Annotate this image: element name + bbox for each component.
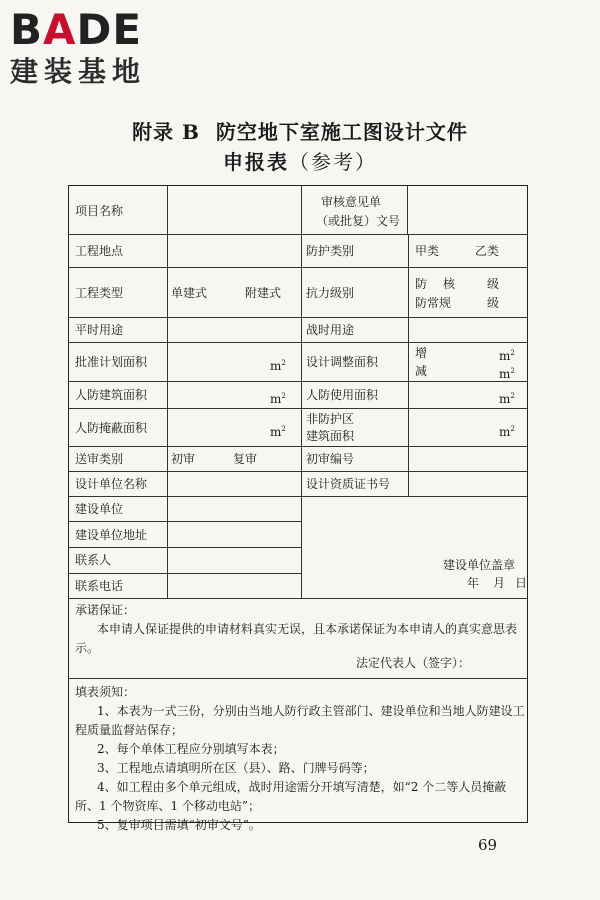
unit-sqm: $m^2$	[499, 425, 515, 439]
option-class-a: 甲类	[415, 244, 440, 258]
row-divider	[69, 317, 527, 318]
label-design-adjust-area: 设计调整面积	[306, 355, 379, 369]
option-first-review: 初审	[171, 452, 196, 466]
label-review-doc-no: （或批复）文号	[316, 214, 401, 228]
nuclear-fang: 防	[415, 277, 428, 291]
label-design-cert: 设计资质证书号	[306, 477, 391, 491]
label-review-opinion: 审核意见单	[321, 195, 382, 209]
pledge-line-2: 示。	[75, 641, 100, 655]
unit-sqm: $m^2$	[270, 425, 286, 439]
label-eng-type: 工程类型	[75, 286, 124, 300]
label-design-unit: 设计单位名称	[75, 477, 148, 491]
nuclear-he: 核	[443, 277, 456, 291]
logo	[10, 6, 180, 88]
unit-sqm: $m^2$	[499, 392, 515, 406]
legal-representative: 法定代表人（签字）：	[356, 656, 471, 670]
label-phone: 联系电话	[75, 579, 124, 593]
page-title	[0, 116, 600, 145]
logo-mark: BADE	[10, 5, 143, 54]
label-build-unit: 建设单位	[75, 502, 124, 516]
label-peace-use: 平时用途	[75, 323, 124, 337]
note-1-line-2: 程质量监督站保存；	[75, 723, 184, 737]
label-war-use: 战时用途	[306, 323, 355, 337]
unit-sqm: $m^2$	[270, 392, 286, 406]
date-year: 年	[467, 576, 480, 590]
unit-sqm: $m^2$	[499, 367, 515, 381]
row-divider	[69, 267, 527, 268]
notes-title: 填表须知：	[75, 685, 136, 699]
date-month: 月	[493, 576, 506, 590]
row-divider	[69, 496, 527, 497]
title-reference: （参考）	[289, 150, 377, 174]
row-divider	[69, 446, 527, 447]
label-cd-build-area: 人防建筑面积	[75, 388, 148, 402]
row-divider	[69, 234, 527, 235]
application-form	[68, 185, 528, 832]
note-3: 3、工程地点请填明所在区（县）、路、门牌号码等；	[97, 761, 375, 775]
row-divider	[69, 678, 527, 679]
label-cd-use-area: 人防使用面积	[306, 388, 379, 402]
label-resistance: 抗力级别	[306, 286, 355, 300]
page-subtitle	[0, 146, 600, 175]
label-approved-area: 批准计划面积	[75, 355, 148, 369]
col-divider	[407, 186, 408, 234]
label-increase: 增	[415, 346, 428, 360]
label-non-protect-area-1: 非防护区	[306, 412, 355, 426]
row-divider	[69, 547, 301, 548]
label-build-address: 建设单位地址	[75, 528, 148, 542]
option-class-b: 乙类	[475, 244, 500, 258]
note-2: 2、每个单体工程应分别填写本表；	[97, 742, 285, 756]
title-line2: 申报表	[223, 150, 289, 174]
title-line1: 防空地下室施工图设计文件	[215, 120, 468, 144]
label-contact: 联系人	[75, 553, 112, 567]
row-divider	[69, 342, 527, 343]
label-first-review-no: 初审编号	[306, 452, 355, 466]
option-attached: 附建式	[245, 286, 282, 300]
row-divider	[69, 381, 527, 382]
conventional-label: 防常规	[415, 296, 452, 310]
option-re-review: 复审	[233, 452, 258, 466]
unit-sqm: $m^2$	[499, 349, 515, 363]
label-cd-shelter-area: 人防掩蔽面积	[75, 421, 148, 435]
seal-label: 建设单位盖章	[443, 558, 516, 572]
note-4-line-2: 所、1 个物资库、1 个移动电站”；	[75, 799, 261, 813]
label-protection-type: 防护类别	[306, 244, 355, 258]
row-divider	[69, 408, 527, 409]
row-divider	[69, 598, 527, 599]
conventional-ji: 级	[487, 296, 500, 310]
label-non-protect-area-2: 建筑面积	[306, 429, 355, 443]
label-review-type: 送审类别	[75, 452, 124, 466]
note-4-line-1: 4、如工程由多个单元组成，战时用途需分开填写清楚，如“2 个二等人员掩蔽	[97, 780, 507, 794]
col-divider	[408, 234, 409, 496]
note-5: 5、复审项目需填“初审文号”。	[97, 818, 261, 832]
nuclear-ji: 级	[487, 277, 500, 291]
page-number: 69	[478, 836, 498, 854]
option-standalone: 单建式	[171, 286, 208, 300]
col-divider	[167, 186, 168, 598]
row-divider	[69, 471, 527, 472]
logo-red-letter: A	[43, 5, 77, 54]
label-site: 工程地点	[75, 244, 124, 258]
label-decrease: 减	[415, 364, 428, 378]
date-day: 日	[515, 576, 528, 590]
pledge-line-1: 本申请人保证提供的申请材料真实无误，且本承诺保证为本申请人的真实意思表	[97, 622, 518, 636]
col-divider	[301, 186, 302, 598]
row-divider	[69, 521, 301, 522]
logo-subtitle: 建装基地	[10, 55, 147, 88]
label-project-name: 项目名称	[75, 204, 124, 218]
appendix-label: 附录 B	[132, 120, 200, 144]
note-1-line-1: 1、本表为一式三份，分别由当地人防行政主管部门、建设单位和当地人防建设工	[97, 704, 525, 718]
row-divider	[69, 573, 301, 574]
unit-sqm: $m^2$	[270, 359, 286, 373]
pledge-title: 承诺保证：	[75, 603, 136, 617]
